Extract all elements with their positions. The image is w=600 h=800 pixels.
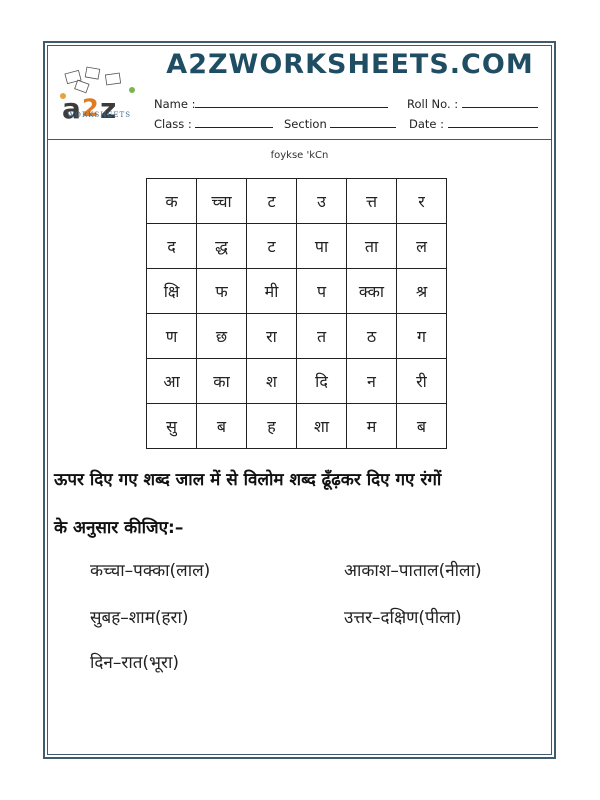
grid-cell: म xyxy=(347,404,397,449)
svg-text:2: 2 xyxy=(82,94,99,122)
grid-cell: ठ xyxy=(347,314,397,359)
grid-row xyxy=(147,314,447,359)
grid-cell: ट xyxy=(247,224,297,269)
grid-cell: रा xyxy=(247,314,297,359)
grid-row xyxy=(147,269,447,314)
grid-cell: क्का xyxy=(347,269,397,314)
section-label: Section xyxy=(284,117,327,131)
header-divider xyxy=(47,139,552,140)
instruction-line-2: के अनुसार कीजिए:– xyxy=(54,518,184,538)
word-search-grid xyxy=(146,178,447,449)
roll-label: Roll No. : xyxy=(407,97,459,111)
antonym-pair: सुबह–शाम(हरा) xyxy=(90,608,189,628)
grid-row xyxy=(147,359,447,404)
grid-cell: दि xyxy=(297,359,347,404)
grid-cell: सु xyxy=(147,404,197,449)
grid-cell: फ xyxy=(197,269,247,314)
grid-cell: न xyxy=(347,359,397,404)
date-field xyxy=(409,117,538,131)
name-blank xyxy=(195,98,388,108)
grid-row xyxy=(147,224,447,269)
grid-cell: द xyxy=(147,224,197,269)
grid-cell: आ xyxy=(147,359,197,404)
grid-row xyxy=(147,179,447,224)
grid-cell: छ xyxy=(197,314,247,359)
svg-text:z: z xyxy=(100,92,117,125)
grid-cell: पा xyxy=(297,224,347,269)
grid-row xyxy=(147,404,447,449)
class-label: Class : xyxy=(154,117,192,131)
date-blank xyxy=(448,118,538,128)
antonym-pair: कच्चा–पक्का(लाल) xyxy=(90,561,211,581)
section-field xyxy=(284,117,396,131)
svg-text:a: a xyxy=(62,92,81,125)
grid-cell: क्षि xyxy=(147,269,197,314)
grid-caption: foykse 'kCn xyxy=(270,150,329,161)
grid-cell: श्र xyxy=(397,269,447,314)
grid-cell: ग xyxy=(397,314,447,359)
name-field xyxy=(154,97,388,111)
grid-cell: श xyxy=(247,359,297,404)
class-field xyxy=(154,117,273,131)
instruction-line-1: ऊपर दिए गए शब्द जाल में से विलोम शब्द ढूँढ़कर दिए गए रंगों xyxy=(54,470,442,490)
grid-cell: क xyxy=(147,179,197,224)
grid-cell: उ xyxy=(297,179,347,224)
grid-cell: का xyxy=(197,359,247,404)
name-label: Name : xyxy=(154,97,196,111)
antonym-pair: दिन–रात(भूरा) xyxy=(90,653,179,673)
grid-cell: च्चा xyxy=(197,179,247,224)
grid-cell: र xyxy=(397,179,447,224)
grid-cell: ता xyxy=(347,224,397,269)
logo-wordmark: WORKSHEETS xyxy=(66,111,132,119)
grid-cell: द्ध xyxy=(197,224,247,269)
grid-cell: ह xyxy=(247,404,297,449)
antonym-pair: उत्तर–दक्षिण(पीला) xyxy=(344,608,462,628)
grid-cell: ल xyxy=(397,224,447,269)
class-blank xyxy=(195,118,273,128)
roll-field xyxy=(407,97,538,111)
grid-cell: त्त xyxy=(347,179,397,224)
site-title: A2ZWORKSHEETS.COM xyxy=(166,49,534,80)
grid-cell: ब xyxy=(197,404,247,449)
roll-blank xyxy=(462,98,538,108)
grid-cell: री xyxy=(397,359,447,404)
grid-cell: ट xyxy=(247,179,297,224)
grid-cell: प xyxy=(297,269,347,314)
grid-cell: ब xyxy=(397,404,447,449)
grid-cell: त xyxy=(297,314,347,359)
grid-cell: ण xyxy=(147,314,197,359)
section-blank xyxy=(330,118,396,128)
date-label: Date : xyxy=(409,117,445,131)
grid-cell: मी xyxy=(247,269,297,314)
grid-cell: शा xyxy=(297,404,347,449)
antonym-pair: आकाश–पाताल(नीला) xyxy=(344,561,482,581)
